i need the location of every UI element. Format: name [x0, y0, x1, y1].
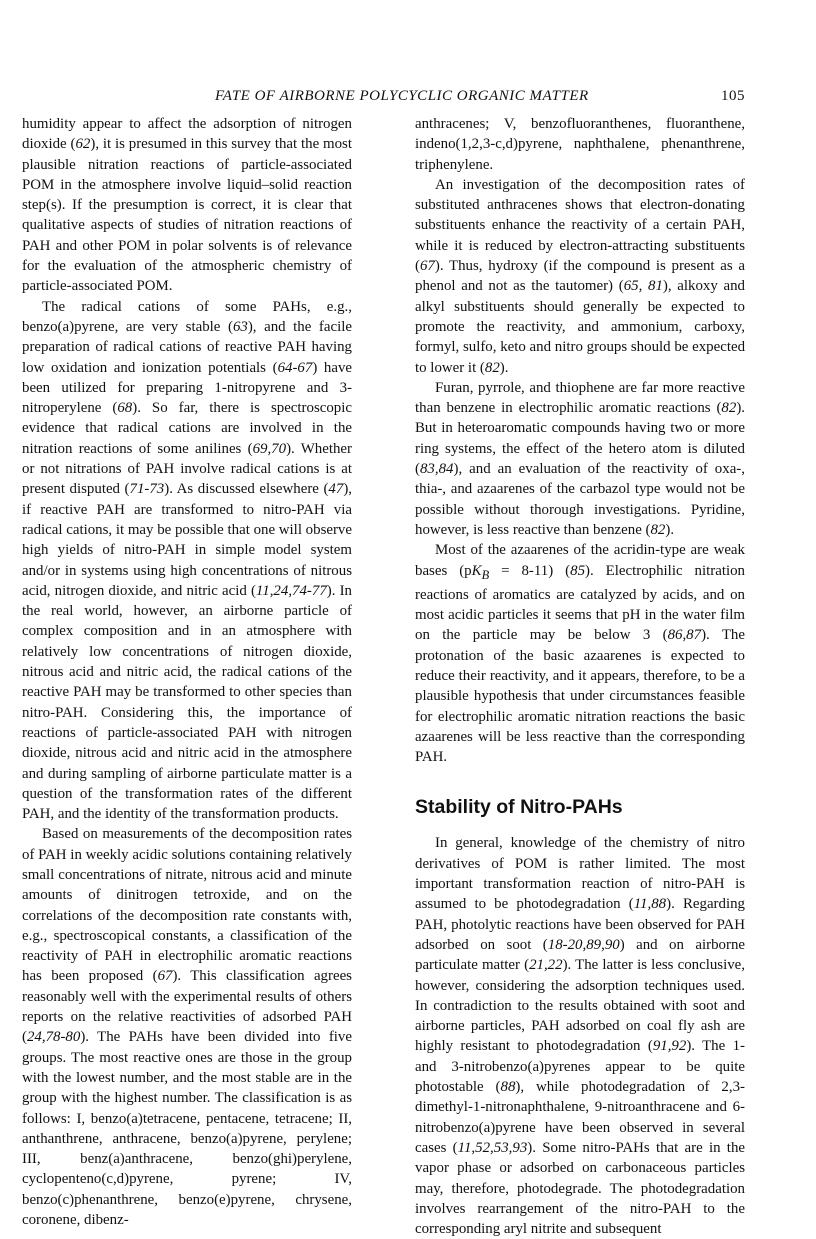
text-run: = 8-11) ( [489, 562, 571, 579]
text-run: ). Electrophilic nitration reactions of aromatics are catalyzed by acids, and on most acidic particles it seems that pH in the water film on the particle may be below 3 ( [415, 562, 745, 644]
text-run: ) have been utilized for preparing 1-nitropyrene and 3-nitroperylene ( [22, 359, 352, 417]
paragraph [22, 114, 352, 297]
citation: 11,52,53,93 [457, 1139, 528, 1156]
text-run: ). So far, there is spectroscopic evidence that radical cations are involved in the nitration reactions of some anilines ( [22, 400, 352, 457]
text-run: Based on measurements of the decomposition rates of PAH in weekly acidic solutions containing relatively small concentrations of nitrate, nitrous acid and minute amounts of dinitrogen tetroxide, and on the correlations of the decomposition rate constants with, e.g., spectroscopical constants, a classification of the reactivity of PAH in electrophilic aromatic reactions has been proposed ( [22, 826, 352, 985]
subscript: B [481, 567, 490, 582]
citation: 82 [650, 521, 666, 538]
section-heading: Stability of Nitro-PAHs [415, 796, 623, 819]
citation: 67 [157, 968, 173, 985]
text-run: An investigation of the decomposition rates of substituted anthracenes shows that electron-donating substituents enhance the reactivity of a certain PAH, while it is reduced by electron-attracting substituents ( [415, 176, 745, 275]
text-run: ). [499, 359, 509, 376]
text-run: ). This classification agrees reasonably well with the experimental results of others reports on the relative reactivities of adsorbed PAH ( [22, 968, 352, 1046]
paragraph [415, 833, 745, 1239]
text-run: In general, knowledge of the chemistry of nitro derivatives of POM is rather limited. The most important transformation reaction of nitro-PAH is assumed to be photodegradation ( [415, 835, 745, 913]
text-run: ). Some nitro-PAHs that are in the vapor phase or adsorbed on carbonaceous particles may, therefore, photodegrade. The photodegradation involves rearrangement of the nitro-PAH to the corresponding aryl nitrite and subsequent [415, 1139, 745, 1238]
citation: 21,22 [529, 957, 563, 974]
citation: 68 [117, 400, 133, 417]
text-run: Furan, pyrrole, and thiophene are far more reactive than benzene in electrophilic aromatic reactions ( [415, 379, 745, 417]
text-run: ). Regarding PAH, photolytic reactions have been observed for PAH adsorbed on soot ( [415, 896, 745, 953]
citation: 69,70 [252, 440, 287, 457]
text-run: ). The 1- and 3-nitrobenzo(a)pyrenes appear to be quite photostable ( [415, 1038, 745, 1096]
text-run: ), and an evaluation of the reactivity of oxa-, thia-, and azaarenes of the carbazol type would not be possible without thorough investigations. Pyridine, however, is less reactive than benzene ( [415, 461, 745, 538]
citation: 64-67 [277, 359, 313, 376]
text-run: ) and on airborne particulate matter ( [415, 936, 745, 974]
text-run: ), it is presumed in this survey that the most plausible nitration reactions of particle-associated POM in the atmosphere involve liquid–solid reaction step(s). If the presumption is correct, it is clear that qualitative aspects of studies of nitration reactions of PAH and other POM in polar solvents is of relevance for the evaluation of the atmospheric chemistry of particle-associated POM. [22, 136, 352, 295]
text-run: ). The latter is less conclusive, however, considering the adsorption techniques used. In contradiction to the results obtained with soot and airborne particles, PAH adsorbed on coal fly ash are highly resistant to photodegradation ( [415, 957, 745, 1055]
citation: 24,78-80 [26, 1029, 81, 1046]
citation: 85 [570, 562, 586, 579]
text-run: Most of the azaarenes of the acridin-type are weak bases (p [415, 542, 745, 579]
text-run: humidity appear to affect the adsorption of nitrogen dioxide ( [22, 116, 352, 153]
citation: 18-20,89,90 [547, 936, 620, 953]
citation: 91,92 [652, 1038, 687, 1055]
text-run: ). The PAHs have been divided into five groups. The most reactive ones are those in the group with the lowest number, and the most stable are in the group with the highest number. The classification is as follows: I, benzo(a)tetracene, pentacene, tetracene; II, anthanthrene, anthracene, benzo(a)pyrene, perylene; III, benz(a)anthracene, benzo(ghi)perylene, cyclopenteno(c,d)pyrene, pyrene; IV, benzo(c)phenanthrene, benzo(e)pyrene, chrysene, coronene, dibenz- [22, 1029, 352, 1229]
citation: 65, 81 [623, 278, 663, 295]
citation: 62 [75, 136, 91, 153]
text-run: ). Thus, hydroxy (if the compound is present as a phenol and not as the tautomer) ( [415, 258, 745, 295]
citation: 83,84 [419, 461, 454, 478]
text-run: anthracenes; V, benzofluoranthenes, fluoranthene, indeno(1,2,3-c,d)pyrene, naphthalene, phenanthrene, triphenylene. [415, 116, 745, 173]
text-run: ), if reactive PAH are transformed to nitro-PAH via radical cations, it may be possible that one will observe high yields of nitro-PAH in simple model system and/or in systems using high concentrations of nitrous acid, nitrogen dioxide, and nitric acid ( [22, 481, 352, 599]
text-run: ). Whether or not nitrations of PAH involve radical cations is at present disputed ( [22, 440, 352, 498]
text-run: ). But in heteroaromatic compounds having two or more ring systems, the effect of the hetero atom is diluted ( [415, 400, 745, 478]
citation: 82 [484, 359, 500, 376]
citation: 67 [419, 258, 435, 275]
paragraph [415, 175, 745, 378]
page-number: 105 [721, 88, 745, 104]
text-run: The radical cations of some PAHs, e.g., benzo(a)pyrene, are very stable ( [22, 298, 352, 335]
citation: 82 [721, 400, 737, 417]
paragraph [22, 297, 352, 825]
running-head [215, 88, 745, 110]
paragraph [415, 378, 745, 540]
text-run: ). As discussed elsewhere ( [164, 481, 329, 498]
text-run: ). In the real world, however, an airborne particle of complex composition and in an atmosphere with relatively low concentrations of nitrogen dioxide, nitrous acid and nitric acid, the radical cations of the reactive PAH may be transformed to other species than nitro-PAH. Considering this, the importance of reactions of particle-associated PAH with nitrogen dioxide, nitrous acid and nitric acid in the atmosphere and during sampling of airborne particulate matter is a question of the transformation rates of the different PAH, and the identity of the transformation products. [22, 582, 352, 823]
left-column [22, 114, 352, 1230]
citation: 86,87 [667, 627, 702, 644]
text-run: ), alkoxy and alkyl substituents should generally be expected to promote the reactivity, and ammonium, carboxy, formyl, sulfo, keto and nitro groups should be expected to lower it ( [415, 278, 746, 376]
text-run: ), while photodegradation of 2,3-dimethyl-1-nitronaphthalene, 9-nitroanthracene and 6-nitrobenzo(a)pyrene have been observed in several cases ( [415, 1079, 745, 1156]
citation: 88 [500, 1079, 516, 1096]
citation: 63 [232, 318, 248, 335]
paragraph [415, 540, 745, 767]
citation: 71-73 [129, 481, 165, 498]
citation: 47 [328, 481, 344, 498]
text-run: ). [665, 521, 675, 538]
citation: K [471, 562, 482, 579]
text-run: ). The protonation of the basic azaarenes is expected to reduce their reactivity, and it appears, therefore, to be a plausible hypothesis that under circumstances feasible for electrophilic aromatic nitration reactions the basic azaarenes will be less reactive than the corresponding PAH. [415, 627, 745, 766]
paragraph-continuation [415, 114, 745, 175]
citation: 11,88 [633, 896, 667, 913]
text-run: ), and the facile preparation of radical cations of reactive PAH having low oxidation and ionization potentials ( [22, 318, 352, 376]
paragraph [22, 824, 352, 1230]
right-column [415, 114, 745, 1239]
running-title: FATE OF AIRBORNE POLYCYCLIC ORGANIC MATTER [215, 88, 589, 104]
citation: 11,24,74-77 [255, 582, 327, 599]
